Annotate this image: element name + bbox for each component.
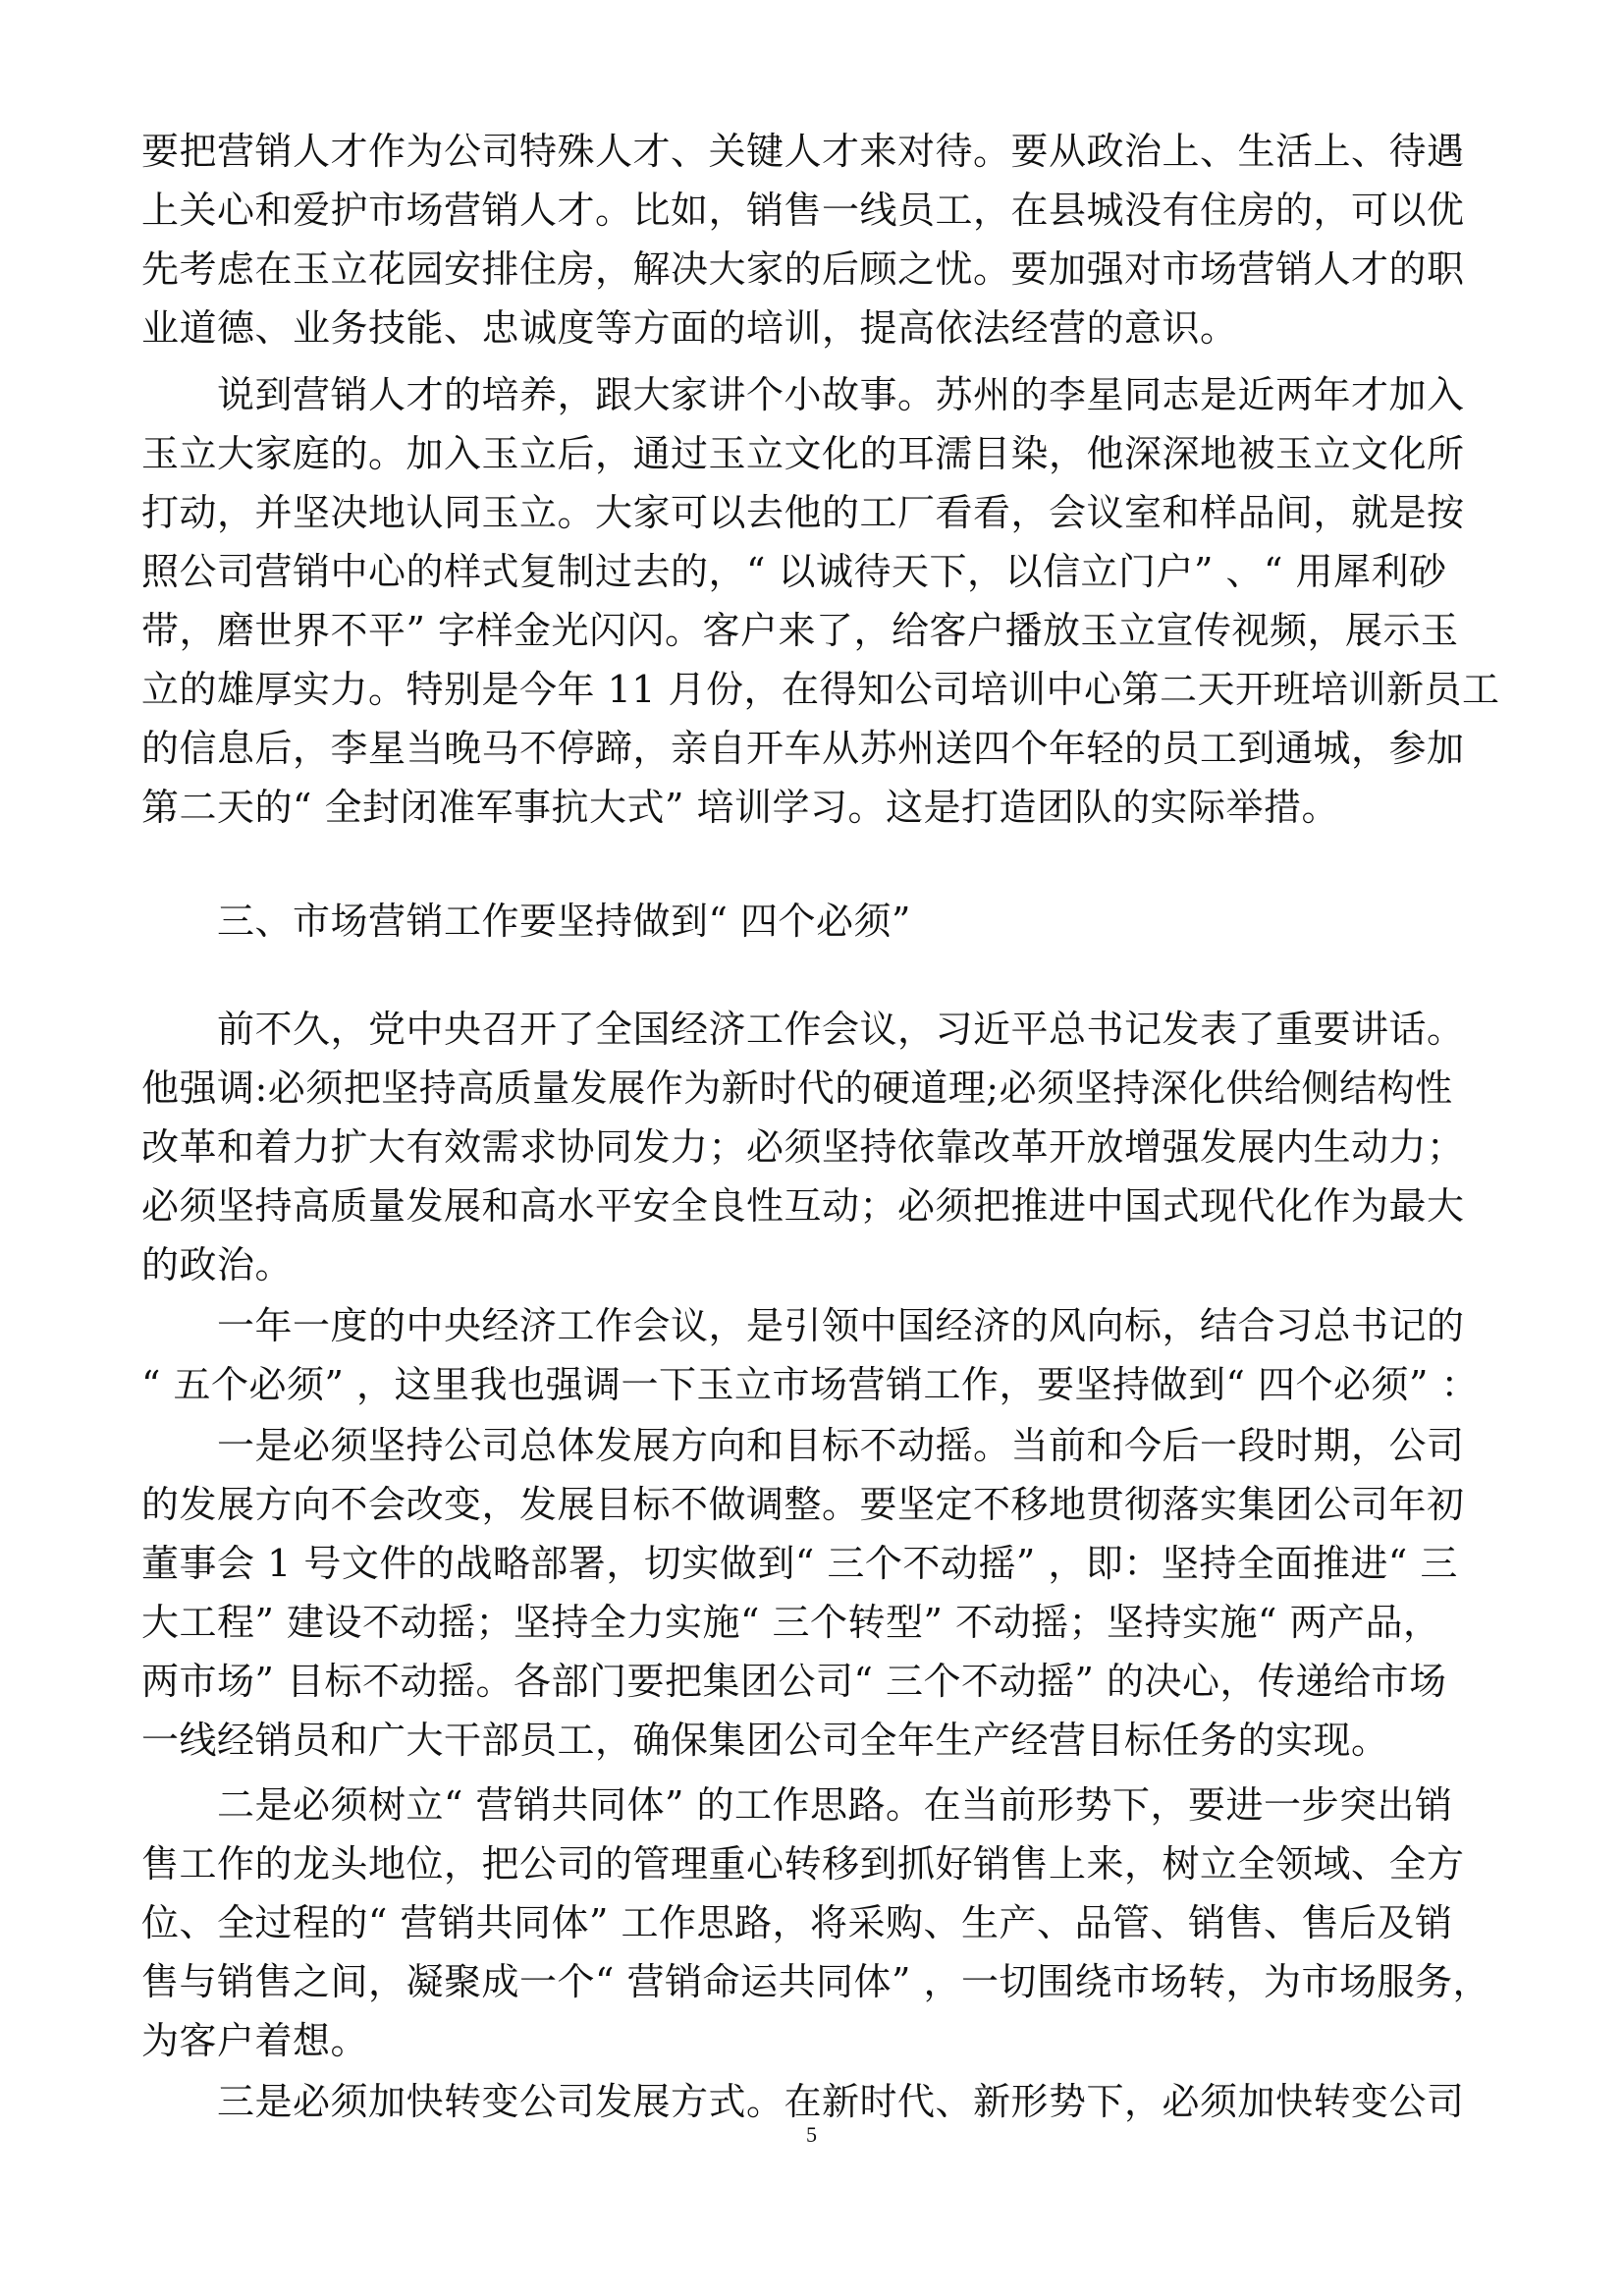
text-line: 带，磨世界不平” 字样金光闪闪。客户来了，给客户播放玉立宣传视频，展示玉 <box>141 609 1459 652</box>
text-line: 董事会 1 号文件的战略部署，切实做到“ 三个不动摇” ，即：坚持全面推进“ 三 <box>141 1542 1458 1585</box>
text-line: 玉立大家庭的。加入玉立后，通过玉立文化的耳濡目染，他深深地被玉立文化所 <box>141 432 1465 475</box>
text-line: 改革和着力扩大有效需求协同发力；必须坚持依靠改革开放增强发展内生动力； <box>141 1125 1465 1169</box>
text-line: 两市场” 目标不动摇。各部门要把集团公司“ 三个不动摇” 的决心，传递给市场 <box>141 1660 1447 1703</box>
text-line: 售工作的龙头地位，把公司的管理重心转移到抓好销售上来，树立全领域、全方 <box>141 1842 1465 1886</box>
text-line: 先考虑在玉立花园安排住房，解决大家的后顾之忧。要加强对市场营销人才的职 <box>141 247 1465 291</box>
text-line: 的信息后，李星当晚马不停蹄，亲自开车从苏州送四个年轻的员工到通城，参加 <box>141 727 1465 770</box>
text-line: 打动，并坚决地认同玉立。大家可以去他的工厂看看，会议室和样品间，就是按 <box>141 491 1465 534</box>
text-line: 一是必须坚持公司总体发展方向和目标不动摇。当前和今后一段时期，公司 <box>141 1424 1465 1467</box>
text-line: 上关心和爱护市场营销人才。比如，销售一线员工，在县城没有住房的，可以优 <box>141 189 1465 232</box>
text-line: 业道德、业务技能、忠诚度等方面的培训，提高依法经营的意识。 <box>141 306 1238 350</box>
text-line: 前不久，党中央召开了全国经济工作会议，习近平总书记发表了重要讲话。 <box>141 1008 1465 1051</box>
text-line: 他强调:必须把坚持高质量发展作为新时代的硬道理;必须坚持深化供给侧结构性 <box>141 1066 1453 1110</box>
text-line: 为客户着想。 <box>141 2019 369 2062</box>
text-line: 二是必须树立“ 营销共同体” 的工作思路。在当前形势下，要进一步突出销 <box>141 1783 1453 1827</box>
text-line: 大工程” 建设不动摇；坚持全力实施“ 三个转型” 不动摇；坚持实施“ 两产品， <box>141 1601 1441 1644</box>
text-line: 第二天的“ 全封闭准军事抗大式” 培训学习。这是打造团队的实际举措。 <box>141 786 1340 829</box>
text-line: 三是必须加快转变公司发展方式。在新时代、新形势下，必须加快转变公司 <box>141 2080 1465 2123</box>
text-line: 三、市场营销工作要坚持做到“ 四个必须” <box>141 900 911 943</box>
text-line: 照公司营销中心的样式复制过去的，“ 以诚待天下，以信立门户” 、“ 用犀利砂 <box>141 550 1447 593</box>
text-line: 的发展方向不会改变，发展目标不做调整。要坚定不移地贯彻落实集团公司年初 <box>141 1483 1465 1526</box>
text-line: 立的雄厚实力。特别是今年 11 月份，在得知公司培训中心第二天开班培训新员工 <box>141 668 1500 711</box>
text-line: 必须坚持高质量发展和高水平安全良性互动；必须把推进中国式现代化作为最大 <box>141 1184 1465 1228</box>
text-line: 售与销售之间，凝聚成一个“ 营销命运共同体” ，一切围绕市场转，为市场服务， <box>141 1960 1491 2003</box>
text-line: 一年一度的中央经济工作会议，是引领中国经济的风向标，结合习总书记的 <box>141 1304 1465 1347</box>
text-line: “ 五个必须” ，这里我也强调一下玉立市场营销工作，要坚持做到“ 四个必须” ： <box>141 1363 1480 1406</box>
page-number: 5 <box>806 2122 817 2147</box>
text-line: 说到营销人才的培养，跟大家讲个小故事。苏州的李星同志是近两年才加入 <box>141 373 1465 416</box>
text-line: 的政治。 <box>141 1243 294 1286</box>
text-line: 位、全过程的“ 营销共同体” 工作思路，将采购、生产、品管、销售、售后及销 <box>141 1901 1453 1944</box>
text-line: 一线经销员和广大干部员工，确保集团公司全年生产经营目标任务的实现。 <box>141 1719 1389 1762</box>
text-line: 要把营销人才作为公司特殊人才、关键人才来对待。要从政治上、生活上、待遇 <box>141 130 1465 173</box>
